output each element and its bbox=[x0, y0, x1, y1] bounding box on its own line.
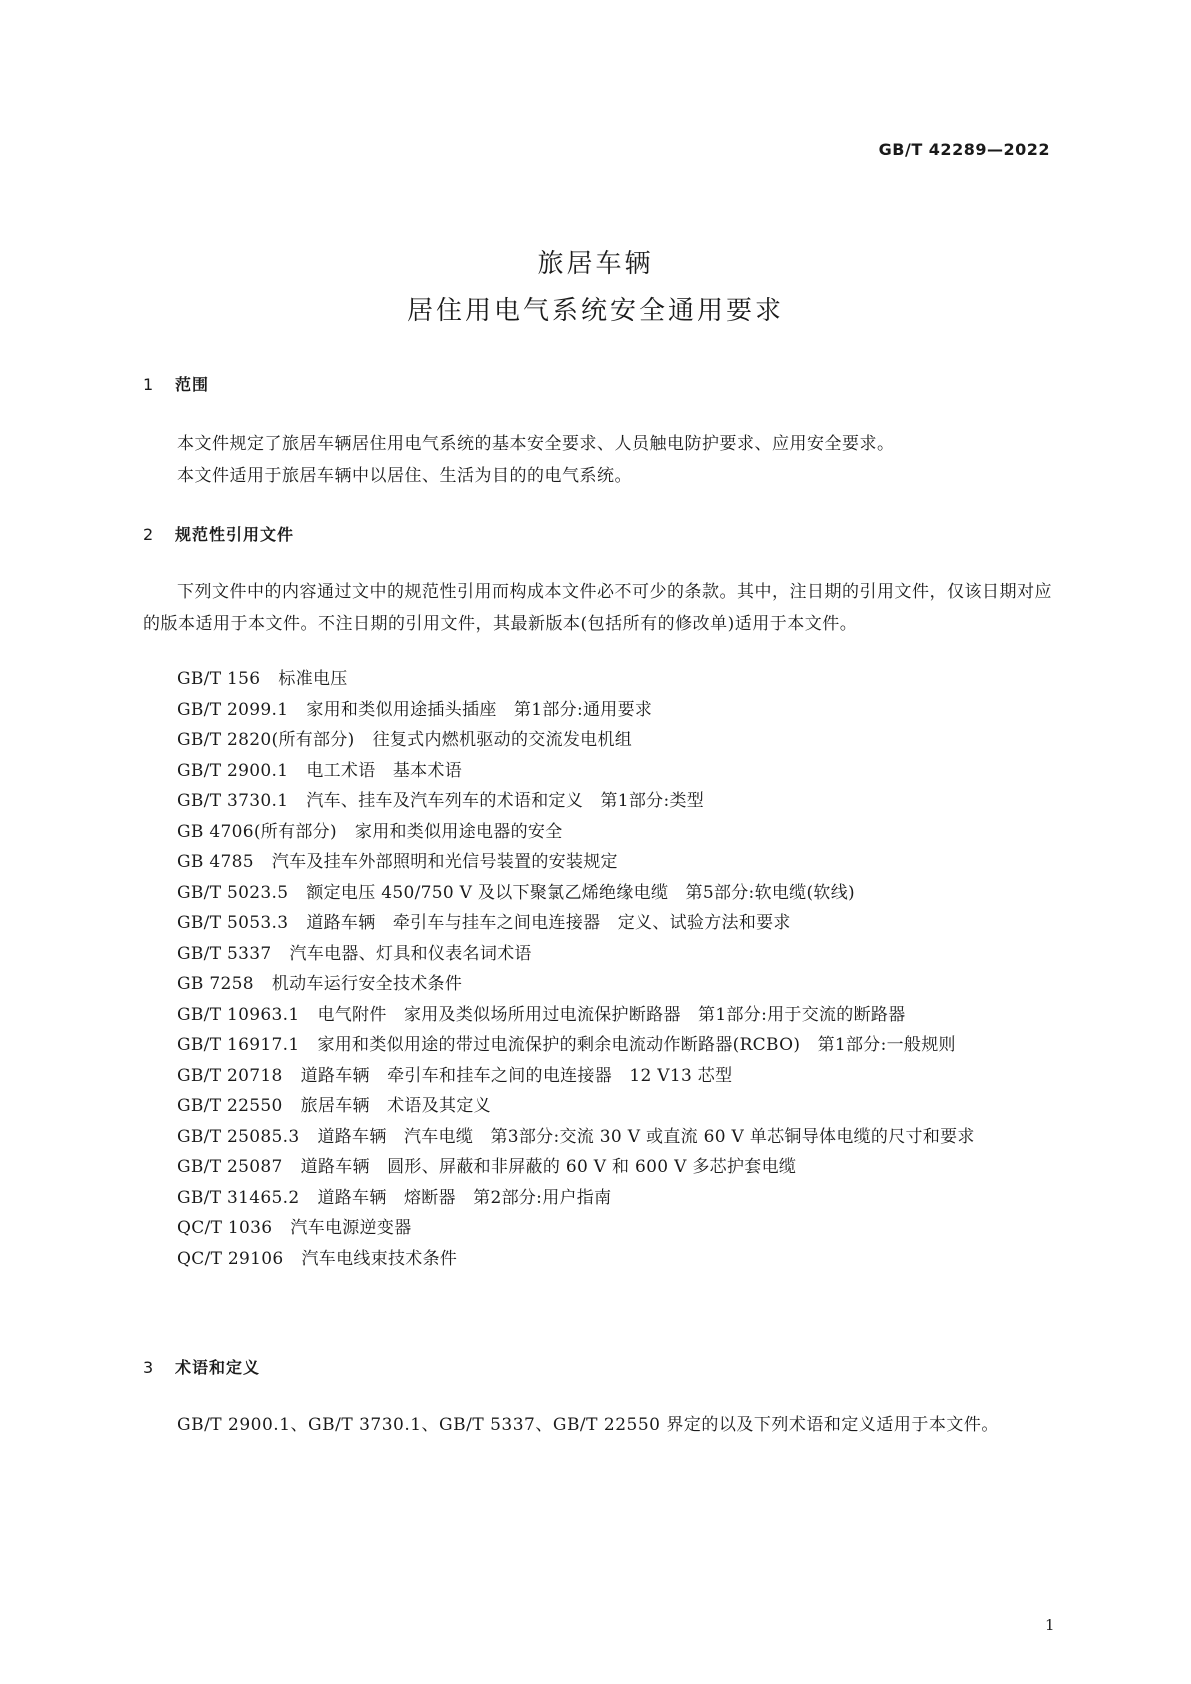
reference-item bbox=[143, 1152, 1068, 1183]
section-number: 3 bbox=[143, 1358, 155, 1377]
reference-code: QC/T 1036 bbox=[177, 1218, 273, 1238]
section-title: 规范性引用文件 bbox=[175, 525, 295, 544]
terms-intro bbox=[143, 1409, 1068, 1441]
reference-title: 标准电压 bbox=[278, 669, 348, 689]
reference-title: 道路车辆 汽车电缆 第3部分:交流 30 V 或直流 60 V 单芯铜导体电缆的尺寸和要求 bbox=[317, 1126, 975, 1147]
section-heading-terms bbox=[143, 1355, 260, 1378]
paragraph: 下列文件中的内容通过文中的规范性引用而构成本文件必不可少的条款。其中，注日期的引用文件，仅该日期对应的版本适用于本文件。不注日期的引用文件，其最新版本(包括所有的修改单)适用于本文件。 bbox=[143, 582, 1052, 634]
reference-code: GB/T 25087 bbox=[177, 1157, 283, 1177]
reference-title: 汽车电线束技术条件 bbox=[301, 1248, 458, 1269]
reference-item bbox=[143, 969, 1068, 1000]
reference-code: GB/T 20718 bbox=[177, 1065, 283, 1086]
reference-title: 额定电压 450/750 V 及以下聚氯乙烯绝缘电缆 第5部分:软电缆(软线) bbox=[306, 882, 855, 903]
reference-title: 道路车辆 牵引车与挂车之间电连接器 定义、试验方法和要求 bbox=[306, 913, 791, 933]
standard-number: GB/T 42289—2022 bbox=[878, 140, 1050, 159]
reference-code: GB/T 5337 bbox=[177, 943, 272, 964]
section-title: 术语和定义 bbox=[175, 1358, 261, 1377]
section-heading-normative-references bbox=[143, 522, 294, 545]
reference-code: GB/T 10963.1 bbox=[177, 1004, 300, 1025]
reference-title: 道路车辆 牵引车和挂车之间的电连接器 12 V13 芯型 bbox=[300, 1065, 733, 1086]
reference-item bbox=[143, 1213, 1068, 1244]
reference-title: 汽车及挂车外部照明和光信号装置的安装规定 bbox=[271, 852, 618, 872]
section-number: 1 bbox=[143, 375, 155, 394]
reference-code: GB/T 2900.1 bbox=[177, 760, 289, 781]
reference-code: GB/T 2820(所有部分) bbox=[177, 730, 355, 750]
reference-code: GB/T 2099.1 bbox=[177, 699, 289, 720]
reference-title: 汽车、挂车及汽车列车的术语和定义 第1部分:类型 bbox=[306, 791, 705, 811]
reference-item bbox=[143, 1244, 1068, 1275]
reference-code: GB/T 16917.1 bbox=[177, 1035, 300, 1055]
reference-code: QC/T 29106 bbox=[177, 1248, 284, 1269]
reference-item bbox=[143, 817, 1068, 848]
section-heading-scope bbox=[143, 372, 209, 395]
reference-title: 旅居车辆 术语及其定义 bbox=[300, 1096, 491, 1116]
reference-item bbox=[143, 1061, 1068, 1092]
reference-item bbox=[143, 725, 1068, 756]
reference-item bbox=[143, 1122, 1068, 1153]
reference-item bbox=[143, 878, 1068, 909]
reference-item bbox=[143, 1030, 1068, 1061]
reference-code: GB/T 3730.1 bbox=[177, 791, 289, 811]
reference-title: 机动车运行安全技术条件 bbox=[271, 974, 463, 994]
reference-item bbox=[143, 939, 1068, 970]
paragraph: GB/T 2900.1、GB/T 3730.1、GB/T 5337、GB/T 22550 界定的以及下列术语和定义适用于本文件。 bbox=[177, 1415, 999, 1435]
reference-item bbox=[143, 1000, 1068, 1031]
section-title: 范围 bbox=[175, 375, 210, 394]
paragraph: 本文件规定了旅居车辆居住用电气系统的基本安全要求、人员触电防护要求、应用安全要求。 bbox=[177, 434, 895, 454]
reference-title: 电气附件 家用及类似场所用过电流保护断路器 第1部分:用于交流的断路器 bbox=[317, 1004, 906, 1025]
document-title-line-1: 旅居车辆 bbox=[537, 249, 654, 279]
reference-item bbox=[143, 908, 1068, 939]
reference-code: GB/T 5053.3 bbox=[177, 913, 289, 933]
reference-code: GB 4785 bbox=[177, 852, 254, 872]
reference-code: GB/T 31465.2 bbox=[177, 1187, 300, 1208]
reference-title: 道路车辆 圆形、屏蔽和非屏蔽的 60 V 和 600 V 多芯护套电缆 bbox=[300, 1157, 797, 1177]
reference-code: GB 4706(所有部分) bbox=[177, 821, 337, 842]
page-number: 1 bbox=[1045, 1616, 1055, 1634]
normative-references-intro bbox=[143, 576, 1068, 640]
reference-code: GB/T 156 bbox=[177, 669, 261, 689]
reference-title: 家用和类似用途的带过电流保护的剩余电流动作断路器(RCBO) 第1部分:一般规则 bbox=[317, 1035, 956, 1055]
scope-body bbox=[143, 428, 1068, 492]
reference-item bbox=[143, 695, 1068, 726]
reference-title: 家用和类似用途插头插座 第1部分:通用要求 bbox=[306, 699, 653, 720]
reference-code: GB/T 25085.3 bbox=[177, 1126, 300, 1147]
reference-item bbox=[143, 786, 1068, 817]
reference-title: 汽车电器、灯具和仪表名词术语 bbox=[289, 943, 532, 964]
reference-code: GB/T 22550 bbox=[177, 1096, 283, 1116]
reference-title: 道路车辆 熔断器 第2部分:用户指南 bbox=[317, 1187, 612, 1208]
section-number: 2 bbox=[143, 525, 155, 544]
reference-code: GB 7258 bbox=[177, 974, 254, 994]
reference-item bbox=[143, 1091, 1068, 1122]
paragraph: 本文件适用于旅居车辆中以居住、生活为目的的电气系统。 bbox=[177, 466, 632, 486]
reference-title: 电工术语 基本术语 bbox=[306, 760, 463, 781]
reference-item bbox=[143, 847, 1068, 878]
reference-title: 汽车电源逆变器 bbox=[290, 1218, 412, 1238]
reference-code: GB/T 5023.5 bbox=[177, 882, 289, 903]
reference-list bbox=[143, 664, 1068, 1274]
reference-title: 家用和类似用途电器的安全 bbox=[354, 821, 563, 842]
reference-item bbox=[143, 664, 1068, 695]
reference-item bbox=[143, 756, 1068, 787]
reference-title: 往复式内燃机驱动的交流发电机组 bbox=[372, 730, 633, 750]
reference-item bbox=[143, 1183, 1068, 1214]
document-title-line-2: 居住用电气系统安全通用要求 bbox=[406, 296, 784, 326]
